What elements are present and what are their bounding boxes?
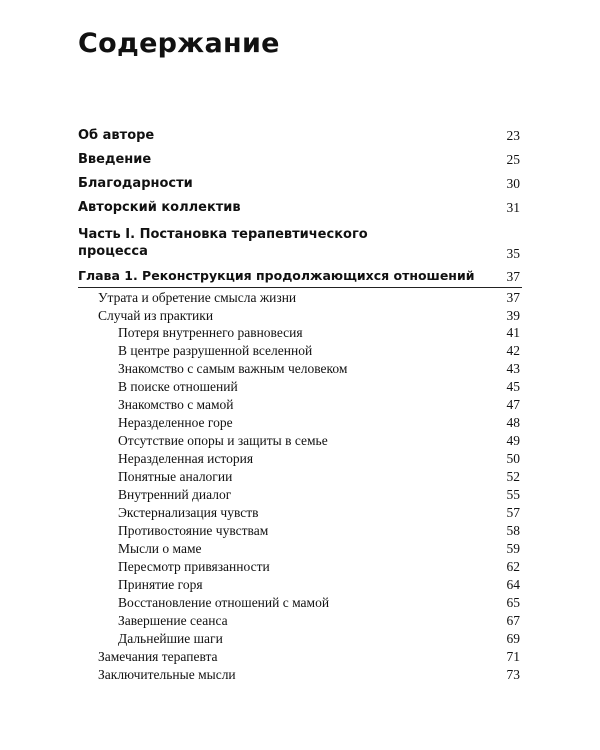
toc-part-page-row xyxy=(0,244,600,267)
toc-part-title-line2: процесса xyxy=(78,244,148,259)
toc-entry-page: 39 xyxy=(506,308,520,323)
chapter-divider xyxy=(78,287,522,288)
toc-entry-page: 37 xyxy=(506,290,520,305)
toc-entry-label: Замечания терапевта xyxy=(98,649,218,664)
toc-entry-page: 73 xyxy=(506,667,520,682)
toc-entry-page: 62 xyxy=(506,559,520,574)
toc-entry-label: Введение xyxy=(78,152,152,167)
toc-entry-page: 48 xyxy=(506,415,520,430)
toc-entry-label: Потеря внутреннего равновесия xyxy=(118,325,303,340)
toc-entry-page: 23 xyxy=(506,128,520,143)
toc-entry-label: Пересмотр привязанности xyxy=(118,559,270,574)
toc-entry-page: 42 xyxy=(506,343,520,358)
toc-part-page: 35 xyxy=(506,246,520,261)
toc-entry-label: Понятные аналогии xyxy=(118,469,233,484)
toc-entry-page: 64 xyxy=(506,577,520,592)
toc-entry-page: 30 xyxy=(506,176,520,191)
toc-entry-label: Благодарности xyxy=(78,176,193,191)
toc-entry-label: Завершение сеанса xyxy=(118,613,228,628)
toc-entry-page: 31 xyxy=(506,200,520,215)
toc-entry-page: 55 xyxy=(506,487,520,502)
toc-entry-page: 71 xyxy=(506,649,520,664)
toc-chapter-label: Глава 1. Реконструкция продолжающихся отношений xyxy=(78,268,475,283)
toc-entry-page: 52 xyxy=(506,469,520,484)
toc-entry-page: 65 xyxy=(506,595,520,610)
toc-entry-page: 41 xyxy=(506,325,520,340)
toc-entry-page: 58 xyxy=(506,523,520,538)
toc-entry-label: Знакомство с самым важным человеком xyxy=(118,361,348,376)
toc-entry-contributors[interactable] xyxy=(0,201,600,221)
toc-entry-label: В центре разрушенной вселенной xyxy=(118,343,313,358)
toc-entry-label: Противостояние чувствам xyxy=(118,523,269,538)
toc-entry-label: Отсутствие опоры и защиты в семье xyxy=(118,433,328,448)
toc-entry-page: 43 xyxy=(506,361,520,376)
toc-entry-label: Случай из практики xyxy=(98,308,214,323)
toc-entry-introduction[interactable] xyxy=(0,153,600,173)
toc-entry-label: Заключительные мысли xyxy=(98,667,236,682)
toc-entry-label: Принятие горя xyxy=(118,577,203,592)
toc-entry[interactable] xyxy=(0,668,600,688)
toc-entry-acknowledgements[interactable] xyxy=(0,177,600,197)
toc-entry-label: Восстановление отношений с мамой xyxy=(118,595,330,610)
toc-entry-page: 69 xyxy=(506,631,520,646)
page-title: Содержание xyxy=(78,28,280,59)
toc-entry-label: Утрата и обретение смысла жизни xyxy=(98,290,297,305)
toc-entry-label: В поиске отношений xyxy=(118,379,238,394)
toc-entry-page: 47 xyxy=(506,397,520,412)
toc-entry-label: Об авторе xyxy=(78,128,155,143)
toc-entry-page: 59 xyxy=(506,541,520,556)
toc-entry-label: Внутренний диалог xyxy=(118,487,232,502)
toc-entry-label: Мысли о маме xyxy=(118,541,202,556)
toc-entry-label: Авторский коллектив xyxy=(78,200,241,215)
toc-entry-label: Знакомство с мамой xyxy=(118,397,234,412)
toc-entry-label: Неразделенное горе xyxy=(118,415,233,430)
toc-entry-page: 50 xyxy=(506,451,520,466)
toc-entry-label: Дальнейшие шаги xyxy=(118,631,223,646)
toc-entry-page: 57 xyxy=(506,505,520,520)
toc-chapter-page: 37 xyxy=(506,269,520,284)
toc-entry-label: Экстернализация чувств xyxy=(118,505,259,520)
toc-entry-page: 25 xyxy=(506,152,520,167)
toc-entry-page: 67 xyxy=(506,613,520,628)
toc-entry-page: 49 xyxy=(506,433,520,448)
toc-entry-page: 45 xyxy=(506,379,520,394)
toc-part-title-line1: Часть I. Постановка терапевтического xyxy=(78,227,368,242)
toc-entry-about-author[interactable] xyxy=(0,129,600,149)
toc-entry-label: Неразделенная история xyxy=(118,451,254,466)
